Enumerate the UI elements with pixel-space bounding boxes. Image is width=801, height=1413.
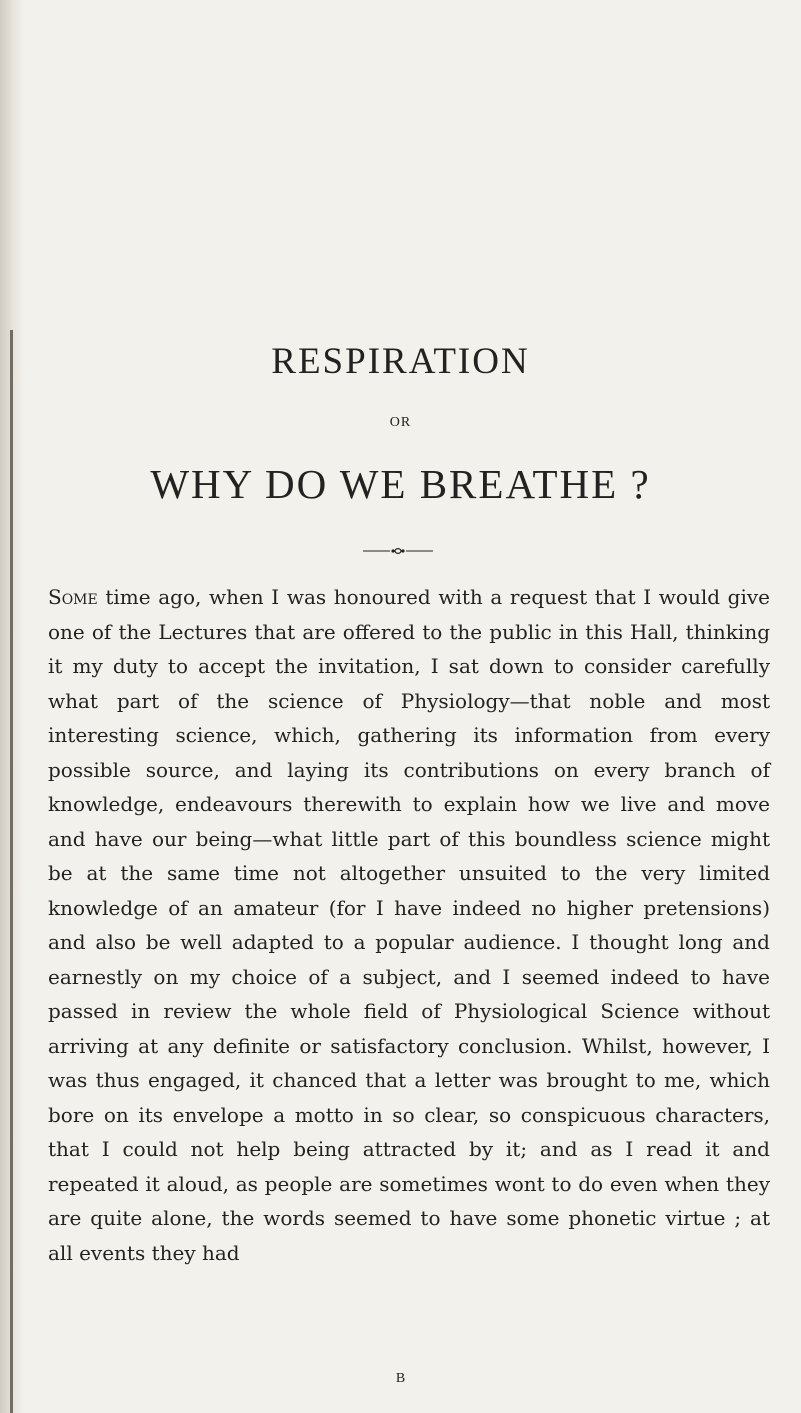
opening-word: Some xyxy=(48,585,98,609)
body-paragraph xyxy=(48,580,770,1270)
ornament-rule-icon xyxy=(363,548,433,554)
title-conjunction: OR xyxy=(389,415,412,430)
paragraph-text: time ago, when I was honoured with a request that I would give one of the Lectures that are offered to the public in this Hall, thinking it my duty to accept the invitation, I sat down to consider carefully what part of the science of Physiology—that noble and most interesting science, which, gathering its information from every possible source, and laying its contributions on every branch of knowledge, endeavours therewith to explain how we live and move and have our being—what little part of this boundless science might be at the same time not altogether unsuited to the very limited knowledge of an amateur (for I have indeed no higher pretensions) and also be well adapted to a popular audience. I thought long and earnestly on my choice of a subject, and I seemed indeed to have passed in review the whole field of Physiological Science without arriving at any definite or satisfactory conclusion. Whilst, however, I was thus engaged, it chanced that a letter was brought to me, which bore on its envelope a motto in so clear, so conspicuous characters, that I could not help being attracted by it; and as I read it and repeated it aloud, as people are sometimes wont to do even when they are quite alone, the words seemed to have some phonetic virtue ; at all events they had xyxy=(48,585,770,1265)
signature-mark: B xyxy=(395,1371,406,1386)
page-subtitle: WHY DO WE BREATHE ? xyxy=(150,461,651,507)
page-title: RESPIRATION xyxy=(271,341,530,382)
